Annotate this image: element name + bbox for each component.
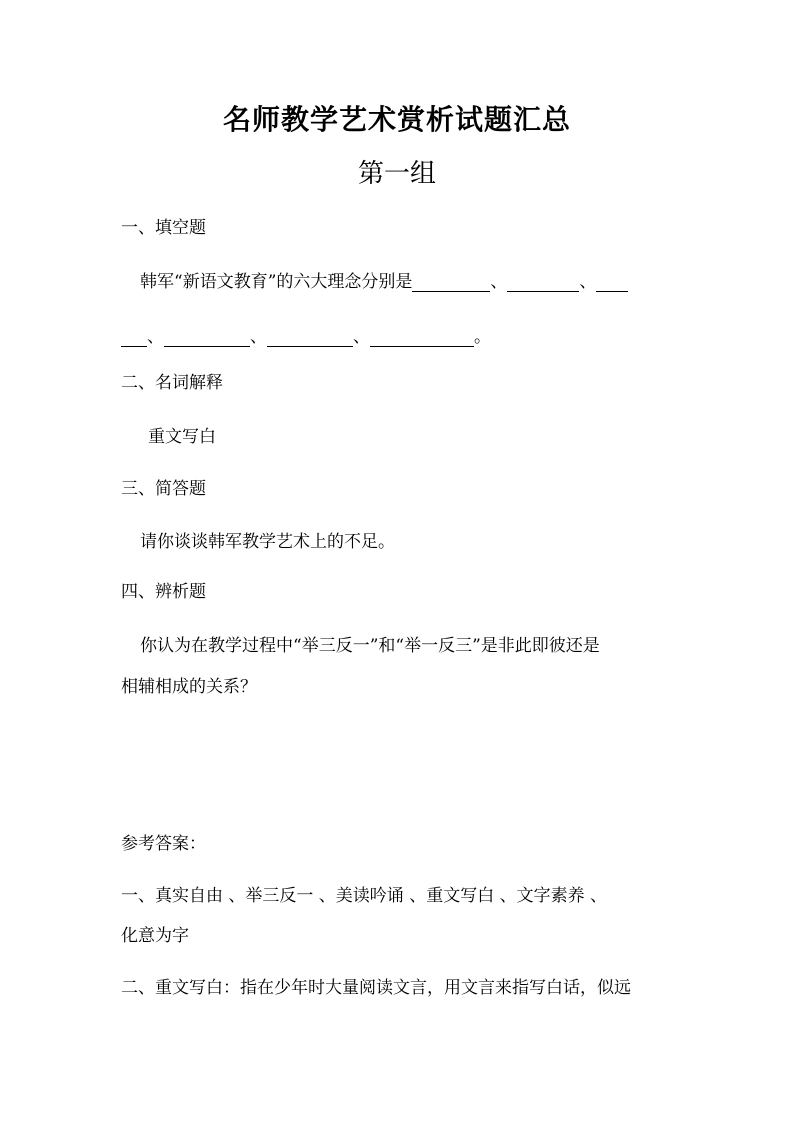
section-term-heading: 二、名词解释 (121, 373, 223, 393)
answer1-line1: 一、真实自由 、举三反一 、美读吟诵 、重文写白 、文字素养 、 (121, 886, 608, 906)
fill-blank-3-start[interactable] (596, 273, 628, 292)
short-question: 请你谈谈韩军教学艺术上的不足。 (140, 532, 395, 552)
section-debate-heading: 四、辨析题 (121, 582, 206, 602)
fill-blank-4[interactable] (164, 328, 250, 347)
fill-blank-1[interactable] (412, 273, 490, 292)
end-mark: 。 (474, 327, 491, 347)
answers-heading: 参考答案： (121, 834, 206, 854)
fill-blank-5[interactable] (267, 328, 353, 347)
answer2-line1: 二、重文写白：指在少年时大量阅读文言，用文言来指写白话，似远 (121, 978, 631, 998)
separator: 、 (353, 327, 370, 347)
separator: 、 (490, 272, 508, 292)
debate-question-line2: 相辅相成的关系？ (121, 677, 257, 697)
section-fill-heading: 一、填空题 (121, 218, 206, 238)
fill-blank-2[interactable] (507, 273, 579, 292)
separator: 、 (250, 327, 267, 347)
fill-blank-3-end[interactable] (121, 328, 147, 347)
fill-question-line1 (140, 267, 628, 292)
separator: 、 (579, 272, 597, 292)
fill-blank-6[interactable] (370, 328, 474, 347)
fill-question-text: 韩军“新语文教育”的六大理念分别是 (140, 272, 413, 292)
document-subtitle: 第一组 (357, 159, 436, 189)
separator: 、 (147, 327, 164, 347)
term-item: 重文写白 (148, 427, 216, 447)
section-short-heading: 三、简答题 (121, 479, 206, 499)
answer1-line2: 化意为字 (121, 926, 189, 946)
debate-question-line1: 你认为在教学过程中“举三反一”和“举一反三”是非此即彼还是 (140, 636, 600, 656)
document-title: 名师教学艺术赏析试题汇总 (222, 103, 571, 136)
fill-question-line2 (121, 322, 491, 347)
